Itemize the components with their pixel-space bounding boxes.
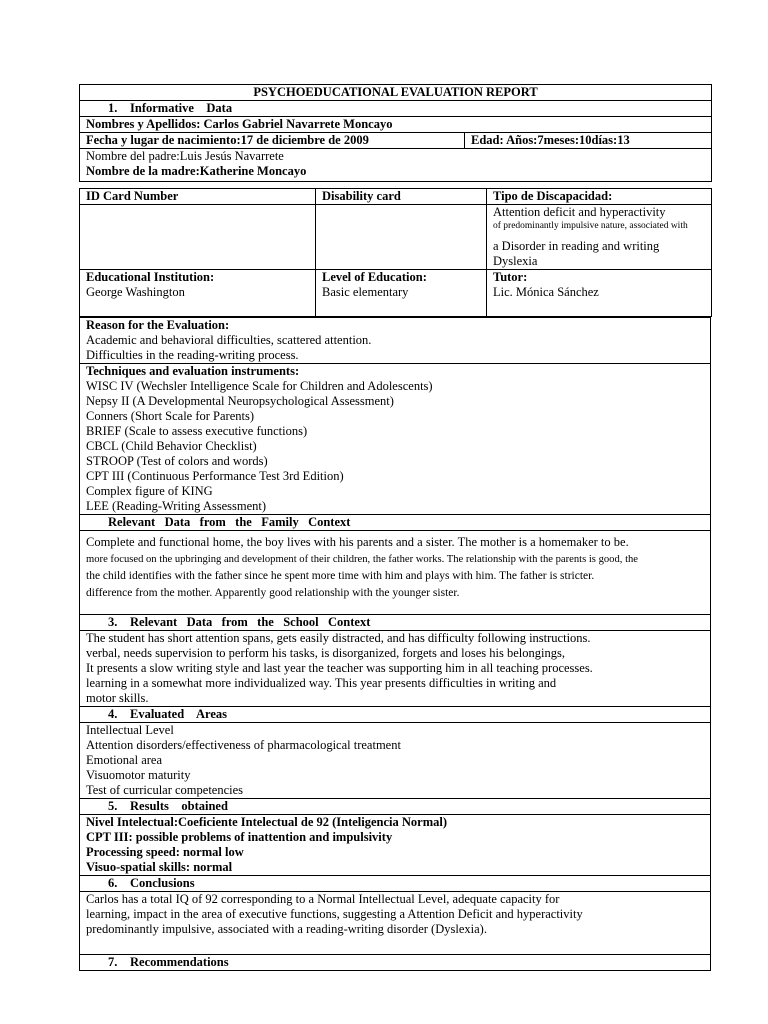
report-page [79, 84, 711, 971]
list-item: Visuo-spatial skills: normal [86, 860, 233, 874]
disability-type-value: Attention deficit and hyperactivity of predominantly impulsive nature, associated with a Disorder in reading and writing Dyslexia [487, 205, 712, 270]
list-item: CBCL (Child Behavior Checklist) [86, 439, 257, 453]
results-list [80, 815, 711, 876]
disability-type-header: Tipo de Discapacidad: [487, 189, 712, 205]
age: Edad: Años:7meses:10días:13 [465, 133, 712, 149]
section-6-heading: 6. Conclusions [80, 876, 711, 892]
reason-cell: Reason for the Evaluation: Academic and behavioral difficulties, scattered attention. Difficulties in the reading-writing process. [80, 318, 711, 364]
identification-table [79, 188, 712, 317]
id-card-value [80, 205, 316, 270]
list-item: Processing speed: normal low [86, 845, 244, 859]
list-item: Complex figure of KING [86, 484, 213, 498]
family-context-text: Complete and functional home, the boy lives with his parents and a sister. The mother is a homemaker to be. more focused on the upbringing and development of their children, the father works. The relationship with the parents is good, the the child identifies with the father since he spent more time with him and plays with him. The father is stricter. difference from the mother. Apparently good relationship with the younger sister. [80, 531, 711, 615]
section-4-heading: 4. Evaluated Areas [80, 707, 711, 723]
disability-card-value [316, 205, 487, 270]
list-item: CPT III (Continuous Performance Test 3rd Edition) [86, 469, 344, 483]
list-item: CPT III: possible problems of inattention and impulsivity [86, 830, 393, 844]
list-item: Nivel Intelectual:Coeficiente Intelectual de 92 (Inteligencia Normal) [86, 815, 448, 829]
evaluated-areas-list [80, 723, 711, 799]
section-5-heading: 5. Results obtained [80, 799, 711, 815]
list-item: WISC IV (Wechsler Intelligence Scale for Children and Adolescents) [86, 379, 433, 393]
mother-name: Nombre de la madre:Katherine Moncayo [80, 164, 712, 182]
list-item: Conners (Short Scale for Parents) [86, 409, 255, 423]
list-item: Nepsy II (A Developmental Neuropsychological Assessment) [86, 394, 394, 408]
father-name: Nombre del padre:Luis Jesús Navarrete [80, 149, 712, 165]
report-title: PSYCHOEDUCATIONAL EVALUATION REPORT [80, 85, 712, 101]
techniques-cell: Techniques and evaluation instruments: WISC IV (Wechsler Intelligence Scale for Children and Adolescents) Nepsy II (A Developmental Neuropsychological Assessment) Conners (Short Scale for Parents) BRIEF (Scale to assess executive functions) CBCL (Child Behavior Checklist) STROOP (Test of colors and words) CPT III (Continuous Performance Test 3rd Edition) Complex figure of KING LEE (Reading-Writing Assessment) [80, 364, 711, 515]
school-context-text: The student has short attention spans, gets easily distracted, and has difficulty following instructions. verbal, needs supervision to perform his tasks, is disorganized, forgets and loses his belongings, It presents a slow writing style and last year the teacher was supporting him in all teaching processes. learning in a somewhat more individualized way. This year presents difficulties in writing and motor skills. [80, 631, 711, 707]
list-item: LEE (Reading-Writing Assessment) [86, 499, 267, 513]
list-item: Attention disorders/effectiveness of pharmacological treatment [86, 738, 401, 752]
tutor-cell: Tutor: Lic. Mónica Sánchez [487, 270, 712, 317]
list-item: Intellectual Level [86, 723, 174, 737]
list-item: Visuomotor maturity [86, 768, 191, 782]
full-name: Nombres y Apellidos: Carlos Gabriel Navarrete Moncayo [80, 117, 712, 133]
section-1-heading: 1. Informative Data [80, 101, 712, 117]
evaluation-table [79, 317, 711, 971]
list-item: Test of curricular competencies [86, 783, 244, 797]
list-item: BRIEF (Scale to assess executive functions) [86, 424, 308, 438]
disability-card-header: Disability card [316, 189, 487, 205]
section-3-heading: 3. Relevant Data from the School Context [80, 615, 711, 631]
list-item: STROOP (Test of colors and words) [86, 454, 268, 468]
conclusions-text: Carlos has a total IQ of 92 corresponding to a Normal Intellectual Level, adequate capacity for learning, impact in the area of executive functions, suggesting a Attention Deficit and hyperactivity predominantly impulsive, associated with a reading-writing disorder (Dyslexia). [80, 892, 711, 955]
list-item: Emotional area [86, 753, 163, 767]
birth-date: Fecha y lugar de nacimiento:17 de diciembre de 2009 [80, 133, 465, 149]
id-card-header: ID Card Number [80, 189, 316, 205]
section-7-heading: 7. Recommendations [80, 955, 711, 971]
family-context-heading: Relevant Data from the Family Context [80, 515, 711, 531]
level-cell: Level of Education: Basic elementary [316, 270, 487, 317]
informative-data-table [79, 84, 712, 182]
institution-cell: Educational Institution: George Washington [80, 270, 316, 317]
